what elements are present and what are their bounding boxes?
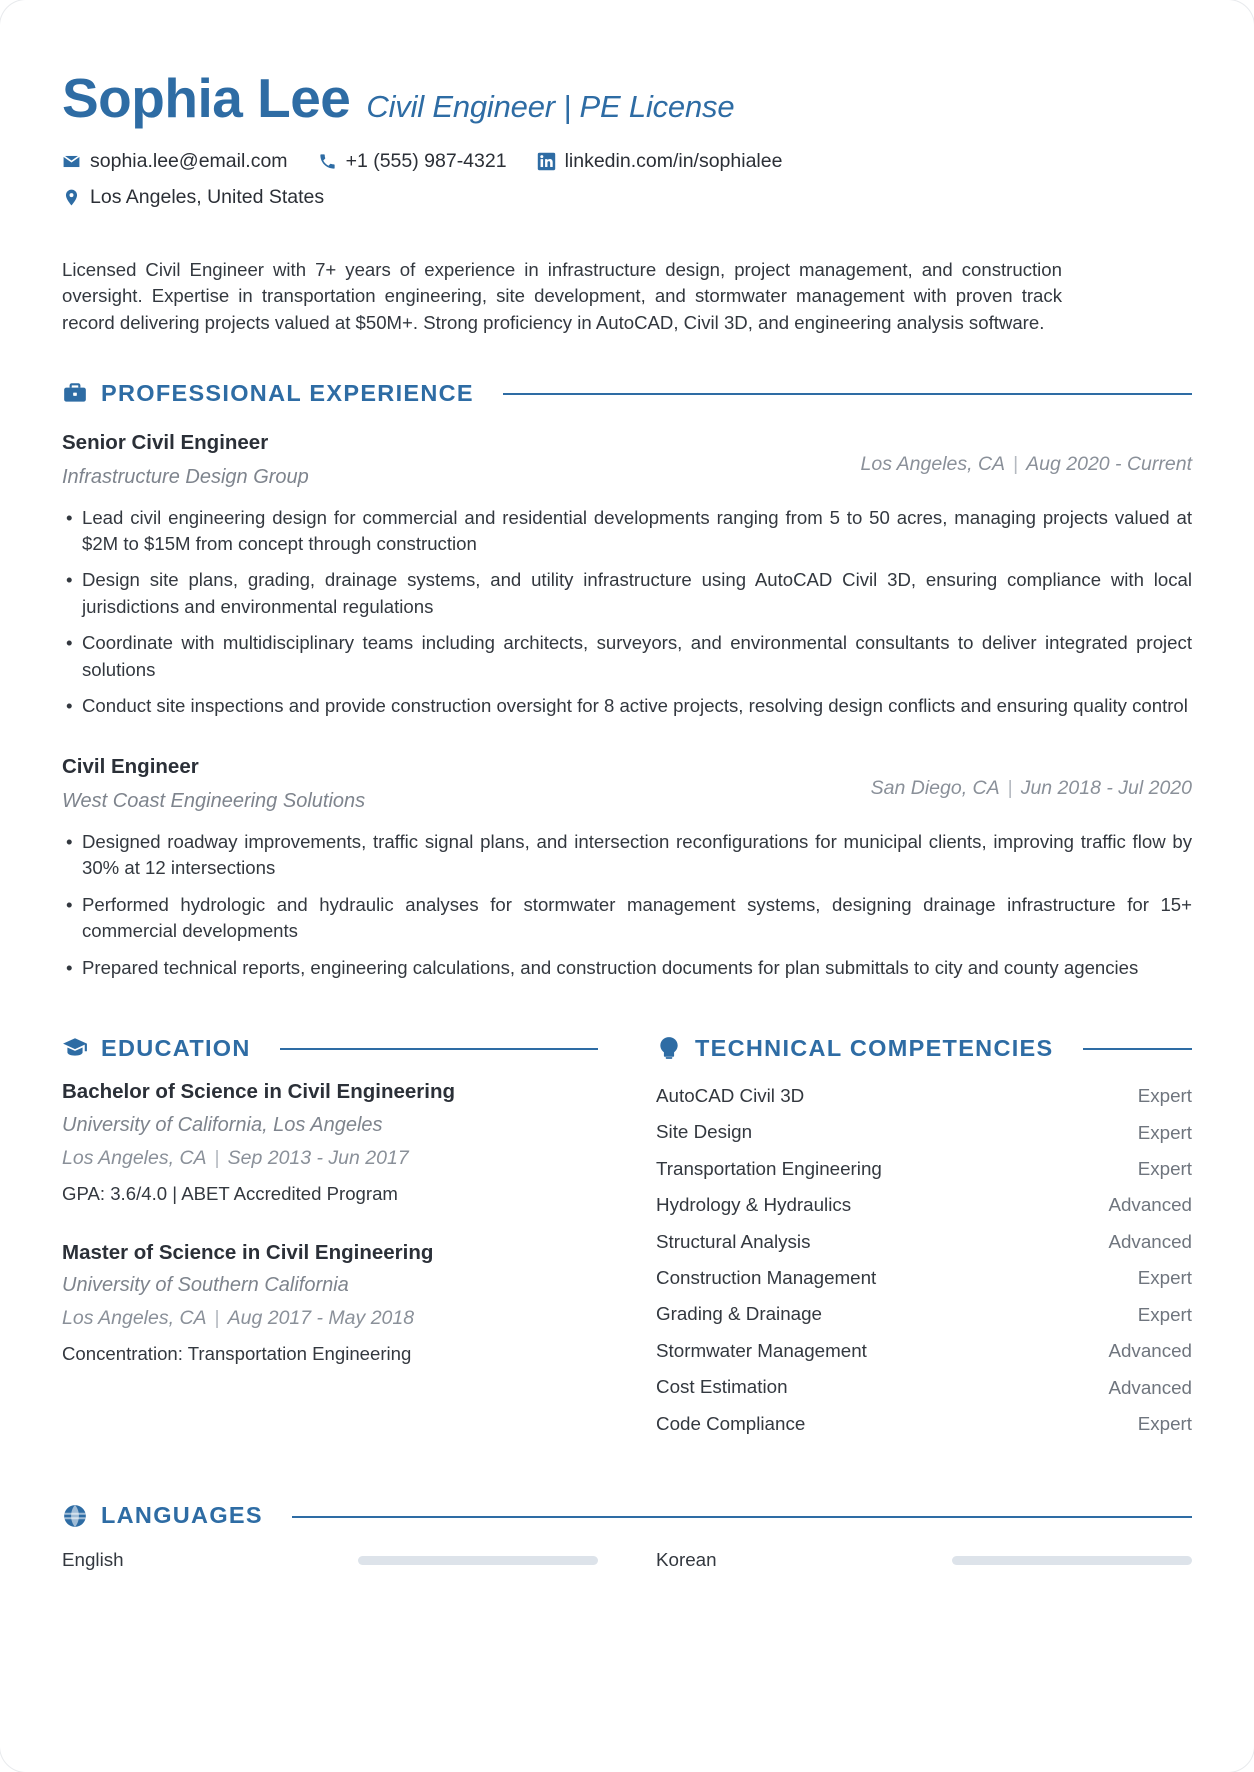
language-proficiency-bar	[358, 1556, 598, 1565]
job-bullet-text: Prepared technical reports, engineering calculations, and construction documents for plan submittals to city and county agencies	[82, 956, 1139, 978]
skill-row	[656, 1260, 1192, 1296]
skill-name: Grading & Drainage	[656, 1303, 822, 1325]
contact-line-secondary	[62, 186, 1192, 209]
job-location: Los Angeles, CA	[860, 452, 1006, 475]
section-header-experience	[62, 380, 1192, 407]
job-bullet-text: Lead civil engineering design for commercial and residential developments ranging from 5 to 50 acres, managing projects valued at $2M to $15M from concept through construction	[82, 506, 1192, 554]
language-item	[656, 1549, 1192, 1571]
job-bullet-text: Designed roadway improvements, traffic signal plans, and intersection reconfigurations for municipal clients, improving traffic flow by 30% at 12 intersections	[82, 831, 1192, 879]
education-entry	[62, 1239, 598, 1366]
education-location: Los Angeles, CA	[62, 1307, 207, 1330]
skill-level: Expert	[1137, 1303, 1192, 1325]
education-column	[62, 991, 598, 1442]
graduation-cap-icon	[62, 1035, 88, 1061]
job-bullet-text: Conduct site inspections and provide construction oversight for 8 active projects, resolving design conflicts and ensuring quality control	[82, 694, 1188, 716]
contact-phone[interactable]	[318, 150, 507, 173]
skill-row	[656, 1114, 1192, 1150]
contact-phone-text: +1 (555) 987-4321	[345, 149, 507, 172]
job-dates: Jun 2018 - Jul 2020	[1020, 777, 1192, 800]
education-note: Concentration: Transportation Engineering	[62, 1343, 412, 1365]
section-header-education	[62, 1035, 598, 1062]
section-rule	[503, 393, 1192, 395]
job-bullet-text: Design site plans, grading, drainage systems, and utility infrastructure using AutoCAD Civil 3D, ensuring compliance with local jurisdictions and environmental regulations	[82, 569, 1192, 617]
job-title: Senior Civil Engineer	[62, 430, 269, 454]
two-column-area	[62, 991, 1192, 1442]
globe-icon	[62, 1503, 88, 1529]
meta-separator: |	[1007, 777, 1013, 800]
bullet-dot-icon: •	[66, 506, 73, 528]
phone-icon	[318, 152, 337, 171]
education-school: University of California, Los Angeles	[62, 1113, 383, 1136]
linkedin-icon	[537, 152, 556, 171]
skill-row	[656, 1296, 1192, 1332]
experience-entry	[62, 429, 1192, 719]
education-dates: Sep 2013 - Jun 2017	[227, 1146, 409, 1169]
job-bullet	[62, 567, 1192, 620]
education-dates: Aug 2017 - May 2018	[227, 1307, 415, 1330]
job-bullet	[62, 630, 1192, 683]
meta-separator: |	[214, 1146, 220, 1169]
section-title-experience: PROFESSIONAL EXPERIENCE	[101, 379, 474, 406]
job-bullets	[62, 505, 1192, 720]
skill-level: Advanced	[1108, 1376, 1192, 1398]
envelope-icon	[62, 152, 81, 171]
language-name: Korean	[656, 1549, 717, 1571]
page-title: Sophia Lee	[62, 67, 351, 129]
skill-row	[656, 1151, 1192, 1187]
section-title-education: EDUCATION	[101, 1034, 251, 1061]
header-name-row	[62, 67, 1192, 129]
skill-level: Advanced	[1108, 1230, 1192, 1252]
section-title-skills: TECHNICAL COMPETENCIES	[695, 1034, 1054, 1061]
job-dates: Aug 2020 - Current	[1026, 452, 1192, 475]
bullet-dot-icon: •	[66, 831, 73, 852]
section-header-skills	[656, 1035, 1192, 1062]
meta-separator: |	[1013, 452, 1019, 475]
bullet-dot-icon: •	[66, 632, 73, 654]
language-item	[62, 1549, 598, 1571]
job-bullet-text: Coordinate with multidisciplinary teams including architects, surveyors, and environmental consultants to deliver integrated project solutions	[82, 632, 1192, 680]
contact-email-text: sophia.lee@email.com	[90, 149, 288, 172]
job-meta	[871, 753, 1192, 800]
job-company: West Coast Engineering Solutions	[62, 790, 366, 812]
skill-level: Advanced	[1108, 1194, 1192, 1216]
contact-location-text: Los Angeles, United States	[90, 185, 325, 208]
map-pin-icon	[62, 188, 81, 207]
language-name: English	[62, 1549, 124, 1571]
skill-name: AutoCAD Civil 3D	[656, 1084, 805, 1106]
section-rule	[280, 1048, 598, 1050]
job-bullet-text: Performed hydrologic and hydraulic analyses for stormwater management systems, designing drainage infrastructure for 15+ commercial developments	[82, 893, 1192, 942]
job-meta	[861, 429, 1192, 476]
skill-level: Expert	[1137, 1158, 1192, 1179]
bullet-dot-icon: •	[66, 893, 73, 915]
job-bullet	[62, 829, 1192, 882]
section-header-languages	[62, 1502, 1192, 1529]
section-rule	[1083, 1048, 1193, 1050]
skill-row	[656, 1369, 1192, 1405]
job-bullets	[62, 829, 1192, 981]
skill-name: Hydrology & Hydraulics	[656, 1194, 852, 1216]
job-bullet	[62, 693, 1192, 719]
job-location: San Diego, CA	[870, 777, 1000, 800]
section-rule	[292, 1516, 1192, 1518]
contact-email[interactable]	[62, 150, 288, 173]
education-location: Los Angeles, CA	[62, 1146, 207, 1169]
skill-level: Expert	[1137, 1121, 1192, 1143]
skill-name: Transportation Engineering	[656, 1157, 882, 1179]
skill-name: Stormwater Management	[656, 1339, 867, 1361]
skill-row	[656, 1406, 1192, 1442]
skill-row	[656, 1224, 1192, 1260]
professional-headline: Civil Engineer | PE License	[366, 89, 735, 124]
job-bullet	[62, 892, 1192, 945]
contact-linkedin[interactable]	[537, 150, 783, 173]
skill-level: Expert	[1137, 1085, 1192, 1107]
job-title: Civil Engineer	[62, 755, 199, 779]
skills-column	[656, 991, 1192, 1442]
experience-entry-header	[62, 429, 1192, 491]
section-title-languages: LANGUAGES	[101, 1502, 263, 1529]
languages-grid	[62, 1549, 1192, 1571]
job-company: Infrastructure Design Group	[62, 465, 309, 488]
briefcase-icon	[62, 380, 88, 406]
professional-summary: Licensed Civil Engineer with 7+ years of experience in infrastructure design, project management, and construction oversight. Expertise in transportation engineering, site development, and stormwater management with proven track record delivering projects valued at $50M+. Strong proficiency in AutoCAD, Civil 3D, and engineering analysis software.	[62, 258, 1062, 333]
skill-row	[656, 1187, 1192, 1223]
skill-name: Cost Estimation	[656, 1376, 788, 1398]
skill-row	[656, 1333, 1192, 1369]
contact-line-primary	[62, 150, 1192, 173]
bullet-dot-icon: •	[66, 694, 73, 716]
language-proficiency-bar	[952, 1556, 1192, 1565]
education-note: GPA: 3.6/4.0 | ABET Accredited Program	[62, 1182, 398, 1204]
skill-name: Site Design	[656, 1121, 753, 1143]
experience-entry	[62, 753, 1192, 981]
experience-entry-header	[62, 753, 1192, 815]
education-meta	[62, 1307, 598, 1330]
education-entry	[62, 1078, 598, 1205]
education-school: University of Southern California	[62, 1274, 349, 1297]
education-degree: Master of Science in Civil Engineering	[62, 1240, 434, 1264]
skill-row	[656, 1078, 1192, 1114]
bullet-dot-icon: •	[66, 956, 73, 978]
education-meta	[62, 1147, 598, 1170]
skill-level: Advanced	[1108, 1340, 1192, 1362]
meta-separator: |	[214, 1307, 220, 1330]
brain-head-icon	[656, 1035, 682, 1061]
contact-location	[62, 186, 324, 209]
skill-name: Code Compliance	[656, 1412, 806, 1434]
experience-entry-left	[62, 753, 365, 815]
skill-name: Construction Management	[656, 1267, 877, 1289]
experience-entry-left	[62, 429, 309, 491]
skill-name: Structural Analysis	[656, 1230, 811, 1252]
contact-linkedin-text: linkedin.com/in/sophialee	[564, 149, 783, 172]
skill-level: Expert	[1137, 1267, 1192, 1289]
job-bullet	[62, 505, 1192, 558]
skill-level: Expert	[1137, 1412, 1192, 1434]
bullet-dot-icon: •	[66, 569, 73, 591]
job-bullet	[62, 955, 1192, 981]
education-degree: Bachelor of Science in Civil Engineering	[62, 1079, 456, 1103]
